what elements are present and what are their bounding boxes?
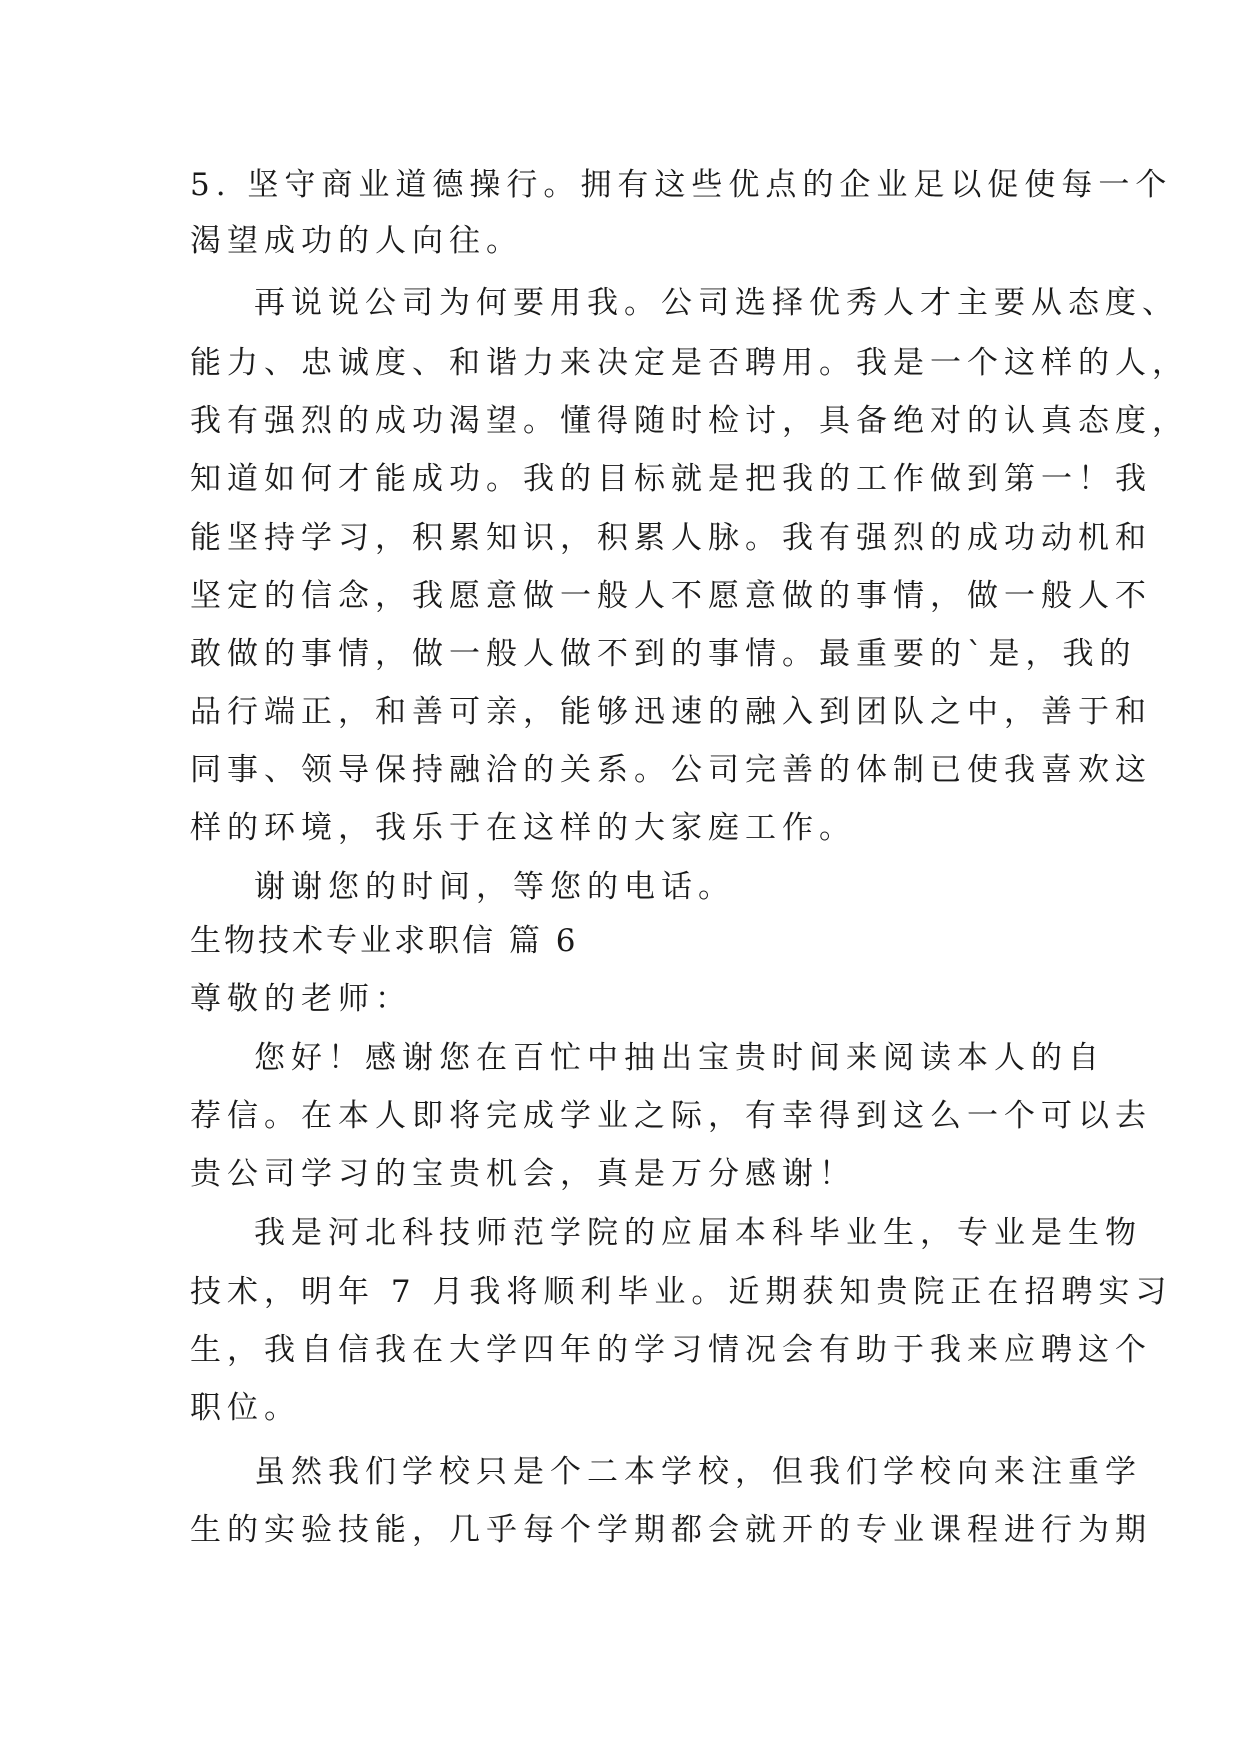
text-line: 贵公司学习的宝贵机会，真是万分感谢！: [190, 1156, 856, 1192]
text-line: 样的环境，我乐于在这样的大家庭工作。: [190, 810, 856, 846]
paragraph-start-line: 再说说公司为何要用我。公司选择优秀人才主要从态度、: [254, 285, 1179, 321]
paragraph-start-line: 虽然我们学校只是个二本学校，但我们学校向来注重学: [254, 1454, 1142, 1490]
text-line: 渴望成功的人向往。: [190, 223, 523, 259]
text-line: 敢做的事情，做一般人做不到的事情。最重要的`是，我的: [190, 636, 1137, 672]
text-line: 我有强烈的成功渴望。懂得随时检讨，具备绝对的认真态度，: [190, 403, 1189, 439]
text-line: 荐信。在本人即将完成学业之际，有幸得到这么一个可以去: [190, 1098, 1152, 1134]
text-line: 知道如何才能成功。我的目标就是把我的工作做到第一！我: [190, 461, 1152, 497]
text-line: 生的实验技能，几乎每个学期都会就开的专业课程进行为期: [190, 1512, 1152, 1548]
paragraph-start-line: 谢谢您的时间，等您的电话。: [254, 869, 735, 905]
paragraph-start-line: 您好！感谢您在百忙中抽出宝贵时间来阅读本人的自: [254, 1040, 1105, 1076]
text-line: 同事、领导保持融洽的关系。公司完善的体制已使我喜欢这: [190, 752, 1152, 788]
paragraph-start-line: 我是河北科技师范学院的应届本科毕业生，专业是生物: [254, 1215, 1142, 1251]
text-line: 5. 坚守商业道德操行。拥有这些优点的企业足以促使每一个: [190, 167, 1173, 203]
text-line: 坚定的信念，我愿意做一般人不愿意做的事情，做一般人不: [190, 578, 1152, 614]
text-line: 能力、忠诚度、和谐力来决定是否聘用。我是一个这样的人，: [190, 345, 1189, 381]
section-heading: 生物技术专业求职信 篇 6: [190, 923, 579, 959]
text-line: 职位。: [190, 1390, 301, 1426]
text-line: 品行端正，和善可亲，能够迅速的融入到团队之中，善于和: [190, 694, 1152, 730]
text-line: 能坚持学习，积累知识，积累人脉。我有强烈的成功动机和: [190, 520, 1152, 556]
salutation: 尊敬的老师：: [190, 981, 412, 1017]
text-line: 技术，明年 7 月我将顺利毕业。近期获知贵院正在招聘实习: [190, 1274, 1173, 1310]
text-line: 生，我自信我在大学四年的学习情况会有助于我来应聘这个: [190, 1332, 1152, 1368]
